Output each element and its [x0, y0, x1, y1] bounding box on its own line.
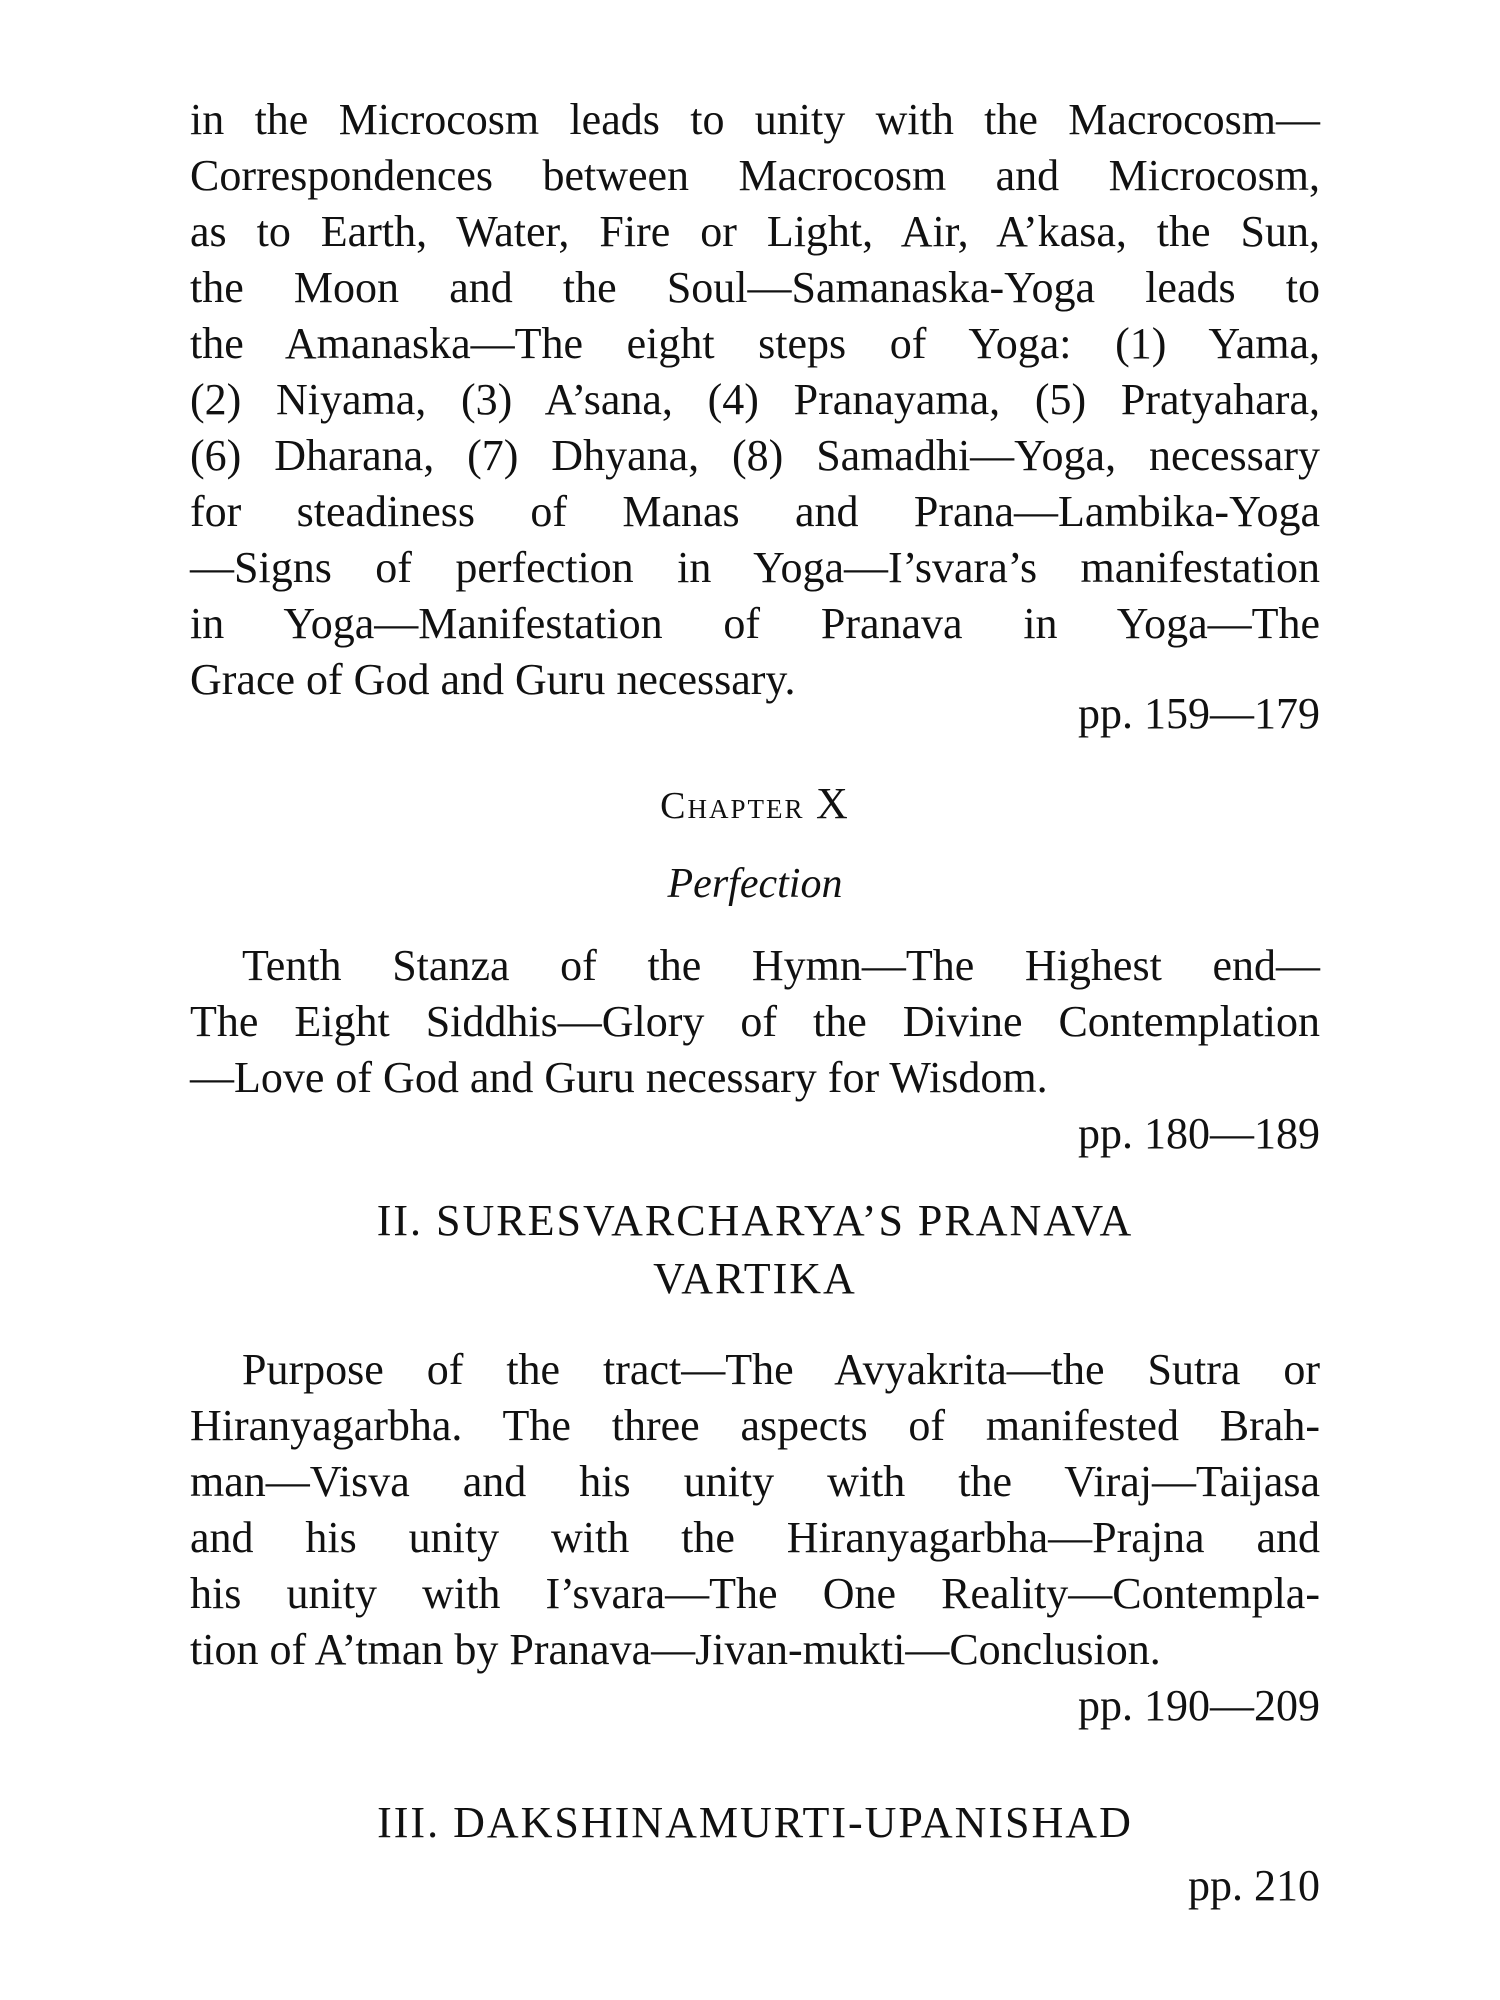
text-line: (2) Niyama, (3) A’sana, (4) Pranayama, (5) Pratyahara,: [190, 375, 1320, 424]
chapter-label: Chapter: [660, 785, 805, 827]
page-range: pp. 159—179: [1078, 689, 1320, 738]
page-range: pp. 190—209: [1078, 1681, 1320, 1730]
text-line: Hiranyagarbha. The three aspects of manifested Brah-: [190, 1401, 1320, 1450]
section-ii-paragraph: [190, 1342, 1320, 1678]
section-heading-line: II. SURESVARCHARYA’S PRANAVA: [376, 1196, 1134, 1245]
text-line: Correspondences between Macrocosm and Microcosm,: [190, 151, 1320, 200]
section-i-tail-paragraph: [190, 92, 1320, 708]
text-line: Tenth Stanza of the Hymn—The Highest end—: [242, 941, 1320, 990]
text-line: his unity with I’svara—The One Reality—Contempla-: [190, 1569, 1320, 1618]
chapter-title: Perfection: [667, 861, 843, 907]
section-heading: III. DAKSHINAMURTI-UPANISHAD: [377, 1798, 1133, 1847]
text-line: in Yoga—Manifestation of Pranava in Yoga—The: [190, 599, 1320, 648]
text-line: —Signs of perfection in Yoga—I’svara’s manifestation: [190, 543, 1320, 592]
page-range: pp. 180—189: [1078, 1109, 1320, 1158]
text-line: Grace of God and Guru necessary.: [190, 655, 796, 704]
chapter-heading: [190, 776, 1320, 834]
text-line: in the Microcosm leads to unity with the Macrocosm—: [190, 95, 1320, 144]
text-line: man—Visva and his unity with the Viraj—Taijasa: [190, 1457, 1320, 1506]
section-heading-line: VARTIKA: [653, 1254, 857, 1303]
page-range: pp. 210: [1188, 1861, 1320, 1910]
contents-page: [190, 92, 1320, 1914]
text-line: tion of A’tman by Pranava—Jivan-mukti—Conclusion.: [190, 1625, 1161, 1674]
text-line: The Eight Siddhis—Glory of the Divine Contemplation: [190, 997, 1320, 1046]
text-line: —Love of God and Guru necessary for Wisdom.: [190, 1053, 1048, 1102]
text-line: Purpose of the tract—The Avyakrita—the Sutra or: [242, 1345, 1320, 1394]
chapter-number: X: [816, 779, 850, 828]
text-line: and his unity with the Hiranyagarbha—Prajna and: [190, 1513, 1320, 1562]
text-line: for steadiness of Manas and Prana—Lambika-Yoga: [190, 487, 1320, 536]
text-line: (6) Dharana, (7) Dhyana, (8) Samadhi—Yoga, necessary: [190, 431, 1320, 480]
text-line: the Amanaska—The eight steps of Yoga: (1) Yama,: [190, 319, 1320, 368]
text-line: as to Earth, Water, Fire or Light, Air, A’kasa, the Sun,: [190, 207, 1320, 256]
text-line: the Moon and the Soul—Samanaska-Yoga leads to: [190, 263, 1320, 312]
chapter-x-paragraph: [190, 938, 1320, 1106]
section-heading: [190, 1192, 1320, 1308]
